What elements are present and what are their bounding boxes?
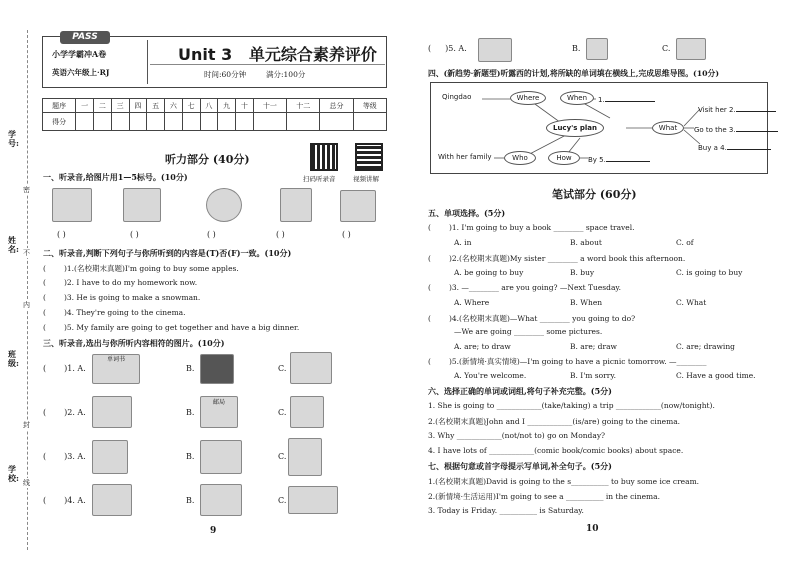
- s3-picture-a[interactable]: [92, 440, 128, 474]
- s3-picture-c[interactable]: [290, 396, 324, 428]
- s3-picture-a[interactable]: [92, 396, 132, 428]
- s3-picture-c[interactable]: [290, 352, 332, 384]
- s2-item-text: 5. My family are going to get together and have a big dinner.: [66, 323, 300, 332]
- mind-map-when-node: When: [560, 91, 594, 105]
- s6-item[interactable]: 1. She is going to ____________(take/taking) a trip ____________(now/tonight).: [428, 401, 715, 410]
- s3-picture-c[interactable]: [676, 38, 706, 60]
- blank-1-label: 1.: [598, 96, 605, 104]
- listening-section-title: 听力部分 (40分): [165, 153, 250, 166]
- seal-char: 内: [23, 301, 30, 309]
- s3-option-b-label: B.: [186, 364, 195, 373]
- section1-title: 一、听录音,给图片用1—5标号。(10分): [43, 172, 188, 182]
- score-cell: 十: [236, 99, 254, 113]
- score-table: [42, 98, 387, 131]
- s2-item: ( )1.(名校期末真题)I'm going to buy some apples.: [43, 264, 239, 273]
- s5-question: ( )5.(新情境·真实情境)—I'm going to have a picnic tomorrow. —________: [428, 357, 707, 366]
- s3-option-b-label: B.: [186, 452, 195, 461]
- s5-option-b[interactable]: B. I'm sorry.: [570, 371, 616, 380]
- score-cell: 二: [94, 99, 112, 113]
- s5-question-text: 3. —________ are you going? —Next Tuesday.: [451, 283, 622, 292]
- s3-option-c-label: C.: [278, 408, 287, 417]
- score-input-cell[interactable]: [253, 113, 286, 131]
- s2-item-text: 2. I have to do my homework now.: [66, 278, 198, 287]
- s3-option-c-label: C.: [278, 496, 287, 505]
- s3-picture-b[interactable]: 邮局: [200, 396, 238, 428]
- s3-option-c-label: C.: [278, 364, 287, 373]
- s3-picture-a[interactable]: [478, 38, 512, 62]
- s3-picture-b[interactable]: [200, 484, 242, 516]
- s3-row: ( )3. A.: [43, 452, 86, 461]
- s5-option-b[interactable]: B. are; draw: [570, 342, 617, 351]
- s3-num: 5. A.: [448, 44, 467, 53]
- s6-item[interactable]: 3. Why ____________(not/not to) go on Monday?: [428, 431, 606, 440]
- mind-map-blank-5[interactable]: [588, 153, 650, 164]
- school-label: 学校:: [8, 464, 19, 483]
- page-number-left: 9: [210, 526, 217, 536]
- score-cell: 五: [147, 99, 165, 113]
- section6-title: 六、选择正确的单词或词组,将句子补充完整。(5分): [428, 386, 612, 396]
- score-input-cell[interactable]: [236, 113, 254, 131]
- score-input-cell[interactable]: [218, 113, 236, 131]
- qr-code-video[interactable]: [355, 143, 383, 171]
- score-input-cell[interactable]: [111, 113, 129, 131]
- s6-item[interactable]: 4. I have lots of ____________(comic book/comic books) about space.: [428, 446, 684, 455]
- s5-question: ( )3. —________ are you going? —Next Tuesday.: [428, 283, 622, 292]
- mind-map-center-node: Lucy's plan: [546, 119, 604, 137]
- score-input-cell[interactable]: [353, 113, 386, 131]
- s3-picture-c[interactable]: [288, 486, 338, 514]
- blank-3-label: Go to the 3.: [694, 126, 736, 134]
- score-input-cell[interactable]: [94, 113, 112, 131]
- s1-answer-blank[interactable]: ( ): [276, 230, 285, 239]
- mind-map-family: With her family: [438, 153, 492, 161]
- score-cell: 七: [182, 99, 200, 113]
- name-label: 姓名:: [8, 235, 19, 254]
- s3-num: 2. A.: [67, 408, 86, 417]
- s5-question: ( )1. I'm going to buy a book ________ space travel.: [428, 223, 635, 232]
- s2-item-text: 4. They're going to the cinema.: [66, 308, 186, 317]
- score-cell: 题序: [43, 99, 76, 113]
- score-input-cell[interactable]: [165, 113, 183, 131]
- score-cell: 等级: [353, 99, 386, 113]
- s7-item[interactable]: 1.(名校期末真题)David is going to the s__________ to buy some ice cream.: [428, 477, 700, 486]
- s5-option-a[interactable]: A. are; to draw: [454, 342, 511, 351]
- s1-picture: [206, 188, 242, 222]
- score-input-cell[interactable]: [129, 113, 147, 131]
- grade-label: 英语六年级上·RJ: [52, 68, 110, 77]
- right-page: [400, 0, 800, 566]
- s5-question-text: 2.(名校期末真题)My sister ________ a word book this afternoon.: [451, 254, 686, 263]
- score-input-cell[interactable]: [287, 113, 320, 131]
- s5-option-a[interactable]: A. You're welcome.: [454, 371, 527, 380]
- seal-char: 不: [23, 249, 30, 257]
- mind-map-blank-2[interactable]: [698, 103, 776, 114]
- s3-option-b-label: B.: [186, 408, 195, 417]
- s3-option-b-label: B.: [186, 496, 195, 505]
- score-cell: 十一: [253, 99, 286, 113]
- score-input-cell[interactable]: [320, 113, 353, 131]
- score-cell: 四: [129, 99, 147, 113]
- s3-option-c-label: C.: [278, 452, 287, 461]
- score-input-cell[interactable]: [182, 113, 200, 131]
- score-cell: 一: [76, 99, 94, 113]
- s7-item[interactable]: 3. Today is Friday. __________ is Saturday.: [428, 506, 584, 515]
- score-cell: 六: [165, 99, 183, 113]
- blank-4-label: Buy a 4.: [698, 144, 727, 152]
- page-number-right: 10: [586, 524, 599, 534]
- s1-answer-blank[interactable]: ( ): [342, 230, 351, 239]
- s5-question-text: 4.(名校期末真题)—What ________ you going to do?: [451, 314, 636, 323]
- seal-char: 线: [23, 479, 30, 487]
- s7-item[interactable]: 2.(新情境·生活运用)I'm going to see a __________ in the cinema.: [428, 492, 661, 501]
- s2-item-text: 1.(名校期末真题)I'm going to buy some apples.: [66, 264, 239, 273]
- s3-row: ( )1. A.: [43, 364, 86, 373]
- s5-question-text: 5.(新情境·真实情境)—I'm going to have a picnic tomorrow. —________: [451, 357, 707, 366]
- score-input-cell[interactable]: [76, 113, 94, 131]
- s3-option-c-label: C.: [662, 44, 671, 53]
- s3-picture-b[interactable]: [586, 38, 608, 60]
- s2-item: ( )2. I have to do my homework now.: [43, 278, 198, 287]
- s1-answer-blank[interactable]: ( ): [130, 230, 139, 239]
- header-divider: [147, 40, 148, 84]
- mind-map-blank-1[interactable]: [598, 93, 655, 104]
- mind-map-where-node: Where: [510, 91, 546, 105]
- class-label: 班级:: [8, 349, 19, 368]
- qr-video-label: 视频讲解: [353, 175, 379, 183]
- score-input-cell[interactable]: [147, 113, 165, 131]
- blank-5-label: By 5.: [588, 156, 606, 164]
- s5-question: ( )2.(名校期末真题)My sister ________ a word book this afternoon.: [428, 254, 686, 263]
- s5-option-b[interactable]: B. When: [570, 298, 603, 307]
- score-cell: 八: [200, 99, 218, 113]
- s2-item: ( )5. My family are going to get together and have a big dinner.: [43, 323, 300, 332]
- s2-item: ( )3. He is going to make a snowman.: [43, 293, 201, 302]
- s1-picture: [52, 188, 92, 222]
- s2-item: ( )4. They're going to the cinema.: [43, 308, 186, 317]
- s5-option-a[interactable]: A. in: [454, 238, 472, 247]
- s3-option-b-label: B.: [572, 44, 581, 53]
- s2-item-text: 3. He is going to make a snowman.: [66, 293, 201, 302]
- s3-picture-b[interactable]: [200, 354, 234, 384]
- score-cell: 总分: [320, 99, 353, 113]
- s1-picture: [280, 188, 312, 222]
- section2-title: 二、听录音,判断下列句子与你所听到的内容是(T)否(F)一致。(10分): [43, 248, 292, 258]
- mind-map-how-node: How: [548, 151, 580, 165]
- student-id-label: 学号:: [8, 129, 19, 148]
- s5-question-line2: —We are going ________ some pictures.: [454, 327, 603, 336]
- s5-option-b[interactable]: B. about: [570, 238, 602, 247]
- seal-char: 密: [23, 186, 30, 194]
- qr-listen-label: 扫码听录音: [303, 175, 336, 183]
- mind-map-qingdao: Qingdao: [442, 93, 472, 101]
- s5-option-c[interactable]: C. of: [676, 238, 694, 247]
- mind-map-blank-3[interactable]: [694, 123, 778, 134]
- score-cell: 三: [111, 99, 129, 113]
- s5-option-b[interactable]: B. buy: [570, 268, 595, 277]
- score-cell: 九: [218, 99, 236, 113]
- s1-answer-blank[interactable]: ( ): [207, 230, 216, 239]
- s1-answer-blank[interactable]: ( ): [57, 230, 66, 239]
- time-label: 时间:60分钟: [204, 70, 247, 79]
- s3-num: 3. A.: [67, 452, 86, 461]
- s3-num: 1. A.: [67, 364, 86, 373]
- section3-title: 三、听录音,选出与你所听内容相符的图片。(10分): [43, 338, 225, 348]
- page-title: Unit 3 单元综合素养评价: [178, 45, 377, 64]
- s5-option-c[interactable]: C. is going to buy: [676, 268, 743, 277]
- writing-section-title: 笔试部分 (60分): [552, 188, 637, 201]
- series-logo: PASS: [60, 31, 110, 44]
- qr-code-listen[interactable]: [310, 143, 338, 171]
- s3-row: ( )2. A.: [43, 408, 86, 417]
- series-name: 小学学霸冲A卷: [52, 49, 107, 59]
- s5-option-a[interactable]: A. Where: [454, 298, 490, 307]
- seal-char: 封: [23, 421, 30, 429]
- title-rule: [150, 64, 385, 65]
- s3-picture-a[interactable]: [92, 484, 132, 516]
- s3-picture-a[interactable]: 单词书: [92, 354, 140, 384]
- section7-title: 七、根据句意或首字母提示写单词,补全句子。(5分): [428, 461, 612, 471]
- s3-picture-c[interactable]: [288, 438, 322, 476]
- score-cell: 十二: [287, 99, 320, 113]
- s3-row: ( )4. A.: [43, 496, 86, 505]
- score-table-score-row: [43, 113, 387, 131]
- s5-question: ( )4.(名校期末真题)—What ________ you going to do?: [428, 314, 636, 323]
- mind-map-blank-4[interactable]: [698, 141, 771, 152]
- s3-picture-b[interactable]: [200, 440, 242, 474]
- s5-option-a[interactable]: A. be going to buy: [454, 268, 524, 277]
- s3-row: ( )5. A.: [428, 44, 467, 53]
- side-binding-line: [27, 30, 28, 550]
- s1-picture: [340, 190, 376, 222]
- mind-map-who-node: Who: [504, 151, 536, 165]
- mind-map-what-node: What: [652, 121, 684, 135]
- section5-title: 五、单项选择。(5分): [428, 208, 506, 218]
- s5-question-text: 1. I'm going to buy a book ________ space travel.: [451, 223, 635, 232]
- score-input-cell[interactable]: [200, 113, 218, 131]
- s5-option-c[interactable]: C. Have a good time.: [676, 371, 756, 380]
- s5-option-c[interactable]: C. What: [676, 298, 707, 307]
- score-table-header-row: [43, 99, 387, 113]
- blank-2-label: Visit her 2.: [698, 106, 736, 114]
- s6-item[interactable]: 2.(名校期末真题)John and I ____________(is/are) going to the cinema.: [428, 417, 681, 426]
- score-row-label: 得分: [43, 113, 76, 131]
- s1-picture: [123, 188, 161, 222]
- s3-num: 4. A.: [67, 496, 86, 505]
- section4-title: 四、(新趋势·新题型)听露西的计划,将所缺的单词填在横线上,完成思维导图。(10分): [428, 69, 720, 78]
- full-score-label: 满分:100分: [266, 70, 306, 79]
- s5-option-c[interactable]: C. are; drawing: [676, 342, 735, 351]
